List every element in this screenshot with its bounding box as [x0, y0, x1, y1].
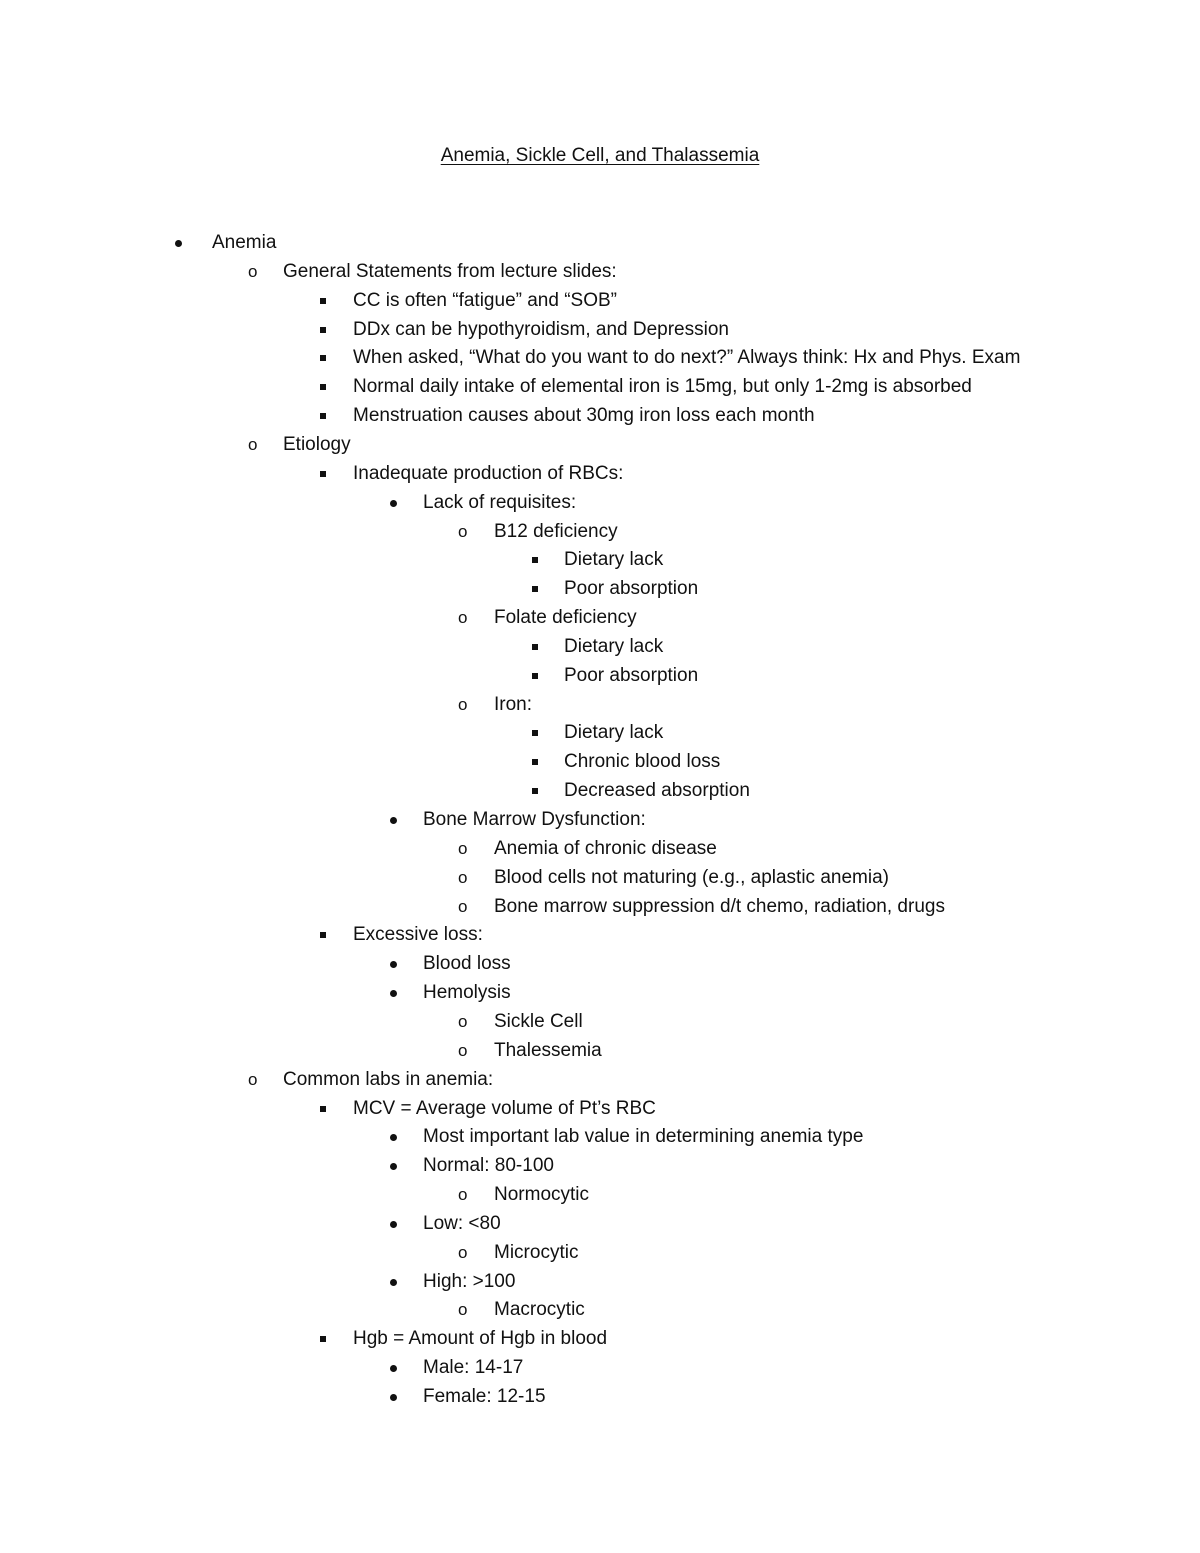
- circle-bullet-icon: [452, 1010, 476, 1034]
- outline-item-text: General Statements from lecture slides:: [283, 261, 617, 282]
- outline-item-text: Hgb = Amount of Hgb in blood: [353, 1328, 608, 1349]
- outline-item-text: Inadequate production of RBCs:: [353, 463, 624, 484]
- outline-item-text: DDx can be hypothyroidism, and Depression: [353, 319, 729, 340]
- document-title: Anemia, Sickle Cell, and Thalassemia: [440, 145, 760, 166]
- outline-item-text: High: >100: [423, 1271, 516, 1292]
- outline-item-text: Normal: 80-100: [423, 1155, 554, 1176]
- outline-item-text: Decreased absorption: [564, 780, 750, 801]
- circle-bullet-icon: [242, 260, 266, 284]
- circle-bullet-icon: [452, 1298, 476, 1322]
- square-bullet-icon: [310, 1327, 334, 1351]
- outline-item-text: B12 deficiency: [494, 521, 618, 542]
- square-bullet-icon: [310, 404, 334, 428]
- dot-bullet-icon: [381, 952, 405, 976]
- square-bullet-icon: [310, 318, 334, 342]
- outline-item-text: Blood cells not maturing (e.g., aplastic anemia): [494, 867, 889, 888]
- circle-bullet-icon: [452, 693, 476, 717]
- circle-bullet-icon: [242, 433, 266, 457]
- outline-item-text: Thalessemia: [494, 1040, 602, 1061]
- dot-bullet-icon: [381, 1212, 405, 1236]
- outline-item-text: Bone Marrow Dysfunction:: [423, 809, 646, 830]
- circle-bullet-icon: [452, 606, 476, 630]
- circle-bullet-icon: [452, 837, 476, 861]
- outline-item-text: Most important lab value in determining anemia type: [423, 1126, 864, 1147]
- square-bullet-icon: [522, 577, 546, 601]
- outline-item-text: Dietary lack: [564, 549, 664, 570]
- square-bullet-icon: [522, 750, 546, 774]
- outline-item-text: Excessive loss:: [353, 924, 483, 945]
- outline-item-text: MCV = Average volume of Pt’s RBC: [353, 1098, 656, 1119]
- outline-item-text: Menstruation causes about 30mg iron loss each month: [353, 405, 815, 426]
- square-bullet-icon: [522, 779, 546, 803]
- circle-bullet-icon: [452, 866, 476, 890]
- outline-item-text: Normal daily intake of elemental iron is 15mg, but only 1-2mg is absorbed: [353, 376, 972, 397]
- outline-item-text: Iron:: [494, 694, 533, 715]
- square-bullet-icon: [310, 289, 334, 313]
- circle-bullet-icon: [452, 1039, 476, 1063]
- dot-bullet-icon: [166, 231, 190, 255]
- square-bullet-icon: [310, 462, 334, 486]
- outline-item-text: Normocytic: [494, 1184, 590, 1205]
- square-bullet-icon: [310, 375, 334, 399]
- square-bullet-icon: [522, 664, 546, 688]
- dot-bullet-icon: [381, 1270, 405, 1294]
- dot-bullet-icon: [381, 1356, 405, 1380]
- dot-bullet-icon: [381, 491, 405, 515]
- circle-bullet-icon: [452, 1183, 476, 1207]
- outline-item-text: When asked, “What do you want to do next?” Always think: Hx and Phys. Exam: [353, 347, 1021, 368]
- circle-bullet-icon: [452, 520, 476, 544]
- square-bullet-icon: [310, 346, 334, 370]
- outline-item-text: Blood loss: [423, 953, 511, 974]
- outline-item-text: Poor absorption: [564, 578, 699, 599]
- outline-item-text: Anemia: [212, 232, 277, 253]
- dot-bullet-icon: [381, 1125, 405, 1149]
- square-bullet-icon: [310, 1097, 334, 1121]
- outline-item-text: Etiology: [283, 434, 351, 455]
- outline-item-text: Hemolysis: [423, 982, 511, 1003]
- outline-item-text: Female: 12-15: [423, 1386, 546, 1407]
- circle-bullet-icon: [242, 1068, 266, 1092]
- outline-item-text: Bone marrow suppression d/t chemo, radiation, drugs: [494, 896, 945, 917]
- outline-item-text: Microcytic: [494, 1242, 579, 1263]
- outline-item-text: Low: <80: [423, 1213, 501, 1234]
- square-bullet-icon: [522, 548, 546, 572]
- dot-bullet-icon: [381, 981, 405, 1005]
- outline-item-text: Dietary lack: [564, 636, 664, 657]
- outline-item-text: Folate deficiency: [494, 607, 637, 628]
- outline-item-text: CC is often “fatigue” and “SOB”: [353, 290, 617, 311]
- circle-bullet-icon: [452, 895, 476, 919]
- dot-bullet-icon: [381, 808, 405, 832]
- square-bullet-icon: [310, 923, 334, 947]
- outline-item-text: Poor absorption: [564, 665, 699, 686]
- outline-item-text: Macrocytic: [494, 1299, 585, 1320]
- outline-item-text: Dietary lack: [564, 722, 664, 743]
- square-bullet-icon: [522, 721, 546, 745]
- outline-item-text: Common labs in anemia:: [283, 1069, 494, 1090]
- circle-bullet-icon: [452, 1241, 476, 1265]
- outline-item-text: Lack of requisites:: [423, 492, 577, 513]
- outline-item-text: Chronic blood loss: [564, 751, 721, 772]
- outline-item-text: Sickle Cell: [494, 1011, 583, 1032]
- square-bullet-icon: [522, 635, 546, 659]
- dot-bullet-icon: [381, 1385, 405, 1409]
- outline-item-text: Male: 14-17: [423, 1357, 524, 1378]
- outline-item-text: Anemia of chronic disease: [494, 838, 717, 859]
- document-title-container: [0, 144, 1200, 168]
- dot-bullet-icon: [381, 1154, 405, 1178]
